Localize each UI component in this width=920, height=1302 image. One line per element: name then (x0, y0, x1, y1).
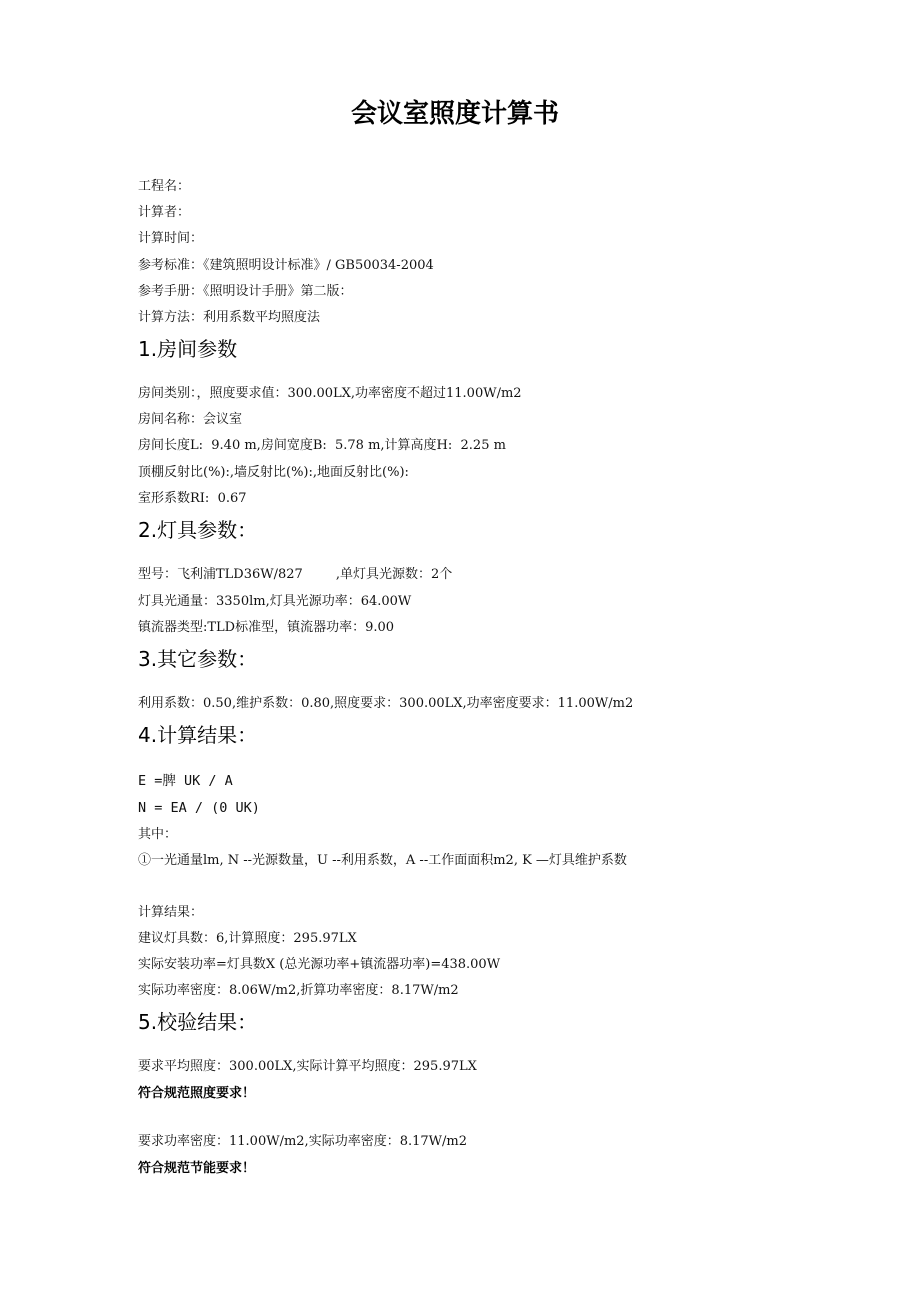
where-label: 其中： (138, 827, 178, 842)
formula-illuminance: E =脾 UK / A (138, 773, 233, 789)
document-title: 会议室照度计算书 (350, 99, 559, 129)
room-name-line: 房间名称：会议室 (138, 412, 243, 427)
project-name-line: 工程名： (138, 179, 191, 194)
suggested-luminaires-line: 建议灯具数：6,计算照度：295.97LX (138, 931, 357, 946)
power-density-line: 实际功率密度：8.06W/m2,折算功率密度：8.17W/m2 (138, 983, 459, 998)
section-heading-verification: 5.校验结果： (138, 1010, 258, 1034)
section-heading-luminaire-params: 2.灯具参数： (138, 518, 258, 542)
reference-standard-line: 参考标准：《建筑照明设计标准》/ GB50034-2004 (138, 258, 434, 273)
calculator-line: 计算者： (138, 205, 191, 220)
calc-method-line: 计算方法：利用系数平均照度法 (138, 310, 321, 325)
section-heading-calc-results: 4.计算结果： (138, 723, 258, 747)
section-heading-room-params: 1.房间参数 (138, 337, 238, 361)
reference-manual-line: 参考手册：《照明设计手册》第二版： (138, 284, 353, 299)
result-label: 计算结果： (138, 905, 204, 920)
luminaire-model-line: 型号：飞利浦TLD36W/827 ,单灯具光源数：2个 (138, 567, 453, 582)
calc-time-line: 计算时间： (138, 231, 204, 246)
illuminance-compliance-note: 符合规范照度要求！ (138, 1086, 256, 1101)
formula-legend: ①一光通量lm, N --光源数量，U --利用系数，A --工作面面积m2, K —灯具维护系数 (138, 853, 627, 868)
formula-lamp-count: N = EA / (0 UK) (138, 800, 260, 816)
installed-power-line: 实际安装功率=灯具数X (总光源功率+镇流器功率)=438.00W (138, 957, 501, 972)
other-params-line: 利用系数：0.50,维护系数：0.80,照度要求：300.00LX,功率密度要求：11.00W/m2 (138, 696, 634, 711)
illuminance-check-line: 要求平均照度：300.00LX,实际计算平均照度：295.97LX (138, 1059, 477, 1074)
energy-compliance-note: 符合规范节能要求！ (138, 1161, 256, 1176)
section-heading-other-params: 3.其它参数： (138, 647, 258, 671)
room-dimensions-line: 房间长度L: 9.40 m,房间宽度B: 5.78 m,计算高度H: 2.25 m (138, 438, 506, 453)
room-index-line: 室形系数RI: 0.67 (138, 491, 247, 506)
ballast-line: 镇流器类型:TLD标准型，镇流器功率：9.00 (138, 620, 395, 635)
luminaire-flux-line: 灯具光通量：3350lm,灯具光源功率：64.00W (138, 594, 412, 609)
power-density-check-line: 要求功率密度：11.00W/m2,实际功率密度：8.17W/m2 (138, 1134, 467, 1149)
reflectance-line: 顶棚反射比(%):,墙反射比(%):,地面反射比(%): (138, 465, 409, 480)
room-type-line: 房间类别：，照度要求值：300.00LX,功率密度不超过11.00W/m2 (138, 386, 522, 401)
